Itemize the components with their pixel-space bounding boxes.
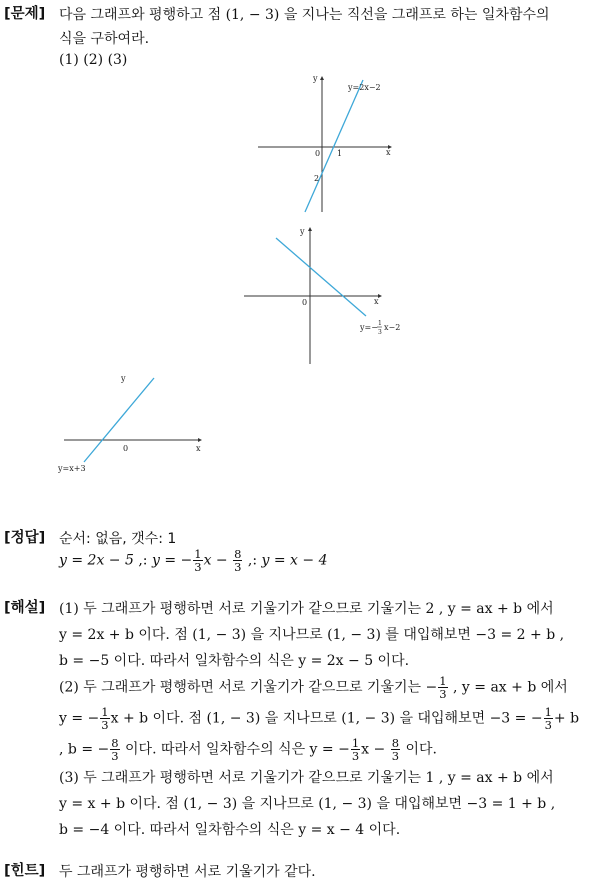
solution-line-6-frac-2: $\frac{1}{3}$	[351, 736, 360, 763]
hint-label: [힌트]	[4, 863, 46, 879]
solution-line-6-text: , b = −	[59, 741, 110, 758]
answer-eq-3: y = x − 4	[261, 552, 328, 569]
graph-3-y-label: y	[121, 374, 126, 383]
answer-sep-1: ,:	[138, 552, 148, 569]
solution-label: [해설]	[4, 600, 46, 616]
problem-text-line-2: 식을 구하여라.	[59, 31, 150, 47]
solution-line-4	[59, 675, 568, 700]
answer-equations	[59, 548, 328, 573]
solution-line-8: y = x + b 이다. 점 (1, − 3) 을 지나므로 (1, − 3) 을 대입해보면 −3 = 1 + b ,	[59, 796, 556, 812]
graph-1-x-label: x	[386, 148, 391, 157]
answer-eq-2-frac-1: $\frac{1}{3}$	[194, 547, 202, 574]
problem-label: [문제]	[4, 6, 46, 22]
graph-3	[52, 370, 212, 475]
answer-eq-1: y = 2x − 5	[59, 552, 134, 569]
solution-line-5-tail: + b	[553, 710, 580, 727]
solution-line-5	[59, 706, 579, 731]
solution-line-4-text: (2) 두 그래프가 평행하면 서로 기울기가 같으므로 기울기는 −	[59, 679, 438, 696]
graph-2-line	[276, 238, 366, 316]
answer-eq-2-prefix: y = −	[151, 552, 193, 569]
graph-1	[255, 72, 395, 217]
graph-2-equation-prefix: y=−	[360, 323, 378, 332]
solution-line-5-frac-2: $\frac{1}{3}$	[544, 705, 552, 732]
solution-line-6	[59, 737, 437, 762]
graph-2-equation-den: 3	[378, 329, 382, 336]
answer-count-line: 순서: 없음, 갯수: 1	[59, 531, 177, 547]
graph-2-equation-suffix: x−2	[384, 323, 401, 332]
solution-line-4-tail: , y = ax + b 에서	[453, 679, 568, 696]
solution-line-9: b = −4 이다. 따라서 일차함수의 식은 y = x − 4 이다.	[59, 822, 401, 838]
solution-line-3: b = −5 이다. 따라서 일차함수의 식은 y = 2x − 5 이다.	[59, 653, 410, 669]
graph-3-x-label: x	[196, 444, 201, 453]
problem-sub-items: (1) (2) (3)	[59, 52, 128, 68]
graph-1-y-label: y	[313, 74, 318, 83]
solution-line-5-text: y = −	[59, 710, 100, 727]
graph-1-origin: 0	[315, 149, 321, 158]
solution-line-4-frac: $\frac{1}{3}$	[439, 674, 447, 701]
hint-text: 두 그래프가 평행하면 서로 기울기가 같다.	[59, 864, 316, 880]
graph-1-y-tick: 2	[314, 174, 320, 183]
solution-line-6-frac-1: $\frac{8}{3}$	[111, 736, 119, 763]
graph-2-origin: 0	[302, 298, 308, 307]
graph-1-x-tick: 1	[337, 149, 343, 158]
graph-1-line	[305, 80, 363, 212]
graph-2-equation-num: 1	[378, 320, 382, 327]
problem-text-line-1: 다음 그래프와 평행하고 점 (1, − 3) 을 지나는 직선을 그래프로 하는 일차함수의	[59, 7, 550, 23]
graph-2-y-label: y	[300, 227, 305, 236]
solution-line-6-mid-2: x −	[361, 741, 386, 758]
solution-line-2: y = 2x + b 이다. 점 (1, − 3) 을 지나므로 (1, − 3) 를 대입해보면 −3 = 2 + b ,	[59, 627, 565, 643]
graph-3-equation: y=x+3	[58, 464, 86, 473]
solution-line-5-mid: x + b 이다. 점 (1, − 3) 을 지나므로 (1, − 3) 을 대입해보면 −3 = −	[110, 710, 543, 727]
solution-line-6-tail: 이다.	[405, 741, 437, 758]
graph-2-x-label: x	[374, 297, 379, 306]
graph-1-equation: y=2x−2	[348, 83, 381, 92]
answer-label: [정답]	[4, 530, 46, 546]
solution-line-5-frac-1: $\frac{1}{3}$	[101, 705, 109, 732]
answer-eq-2-mid: x −	[203, 552, 228, 569]
solution-line-6-mid: 이다. 따라서 일차함수의 식은 y = −	[125, 741, 350, 758]
answer-sep-2: ,:	[247, 552, 258, 569]
graph-2	[238, 222, 413, 367]
graph-3-line	[84, 378, 154, 462]
solution-line-7: (3) 두 그래프가 평행하면 서로 기울기가 같으므로 기울기는 1 , y = ax + b 에서	[59, 770, 554, 786]
graph-3-origin: 0	[123, 444, 129, 453]
solution-line-6-frac-3: $\frac{8}{3}$	[391, 736, 400, 763]
solution-line-1: (1) 두 그래프가 평행하면 서로 기울기가 같으므로 기울기는 2 , y = ax + b 에서	[59, 601, 554, 617]
answer-eq-2-frac-2: $\frac{8}{3}$	[234, 547, 242, 574]
